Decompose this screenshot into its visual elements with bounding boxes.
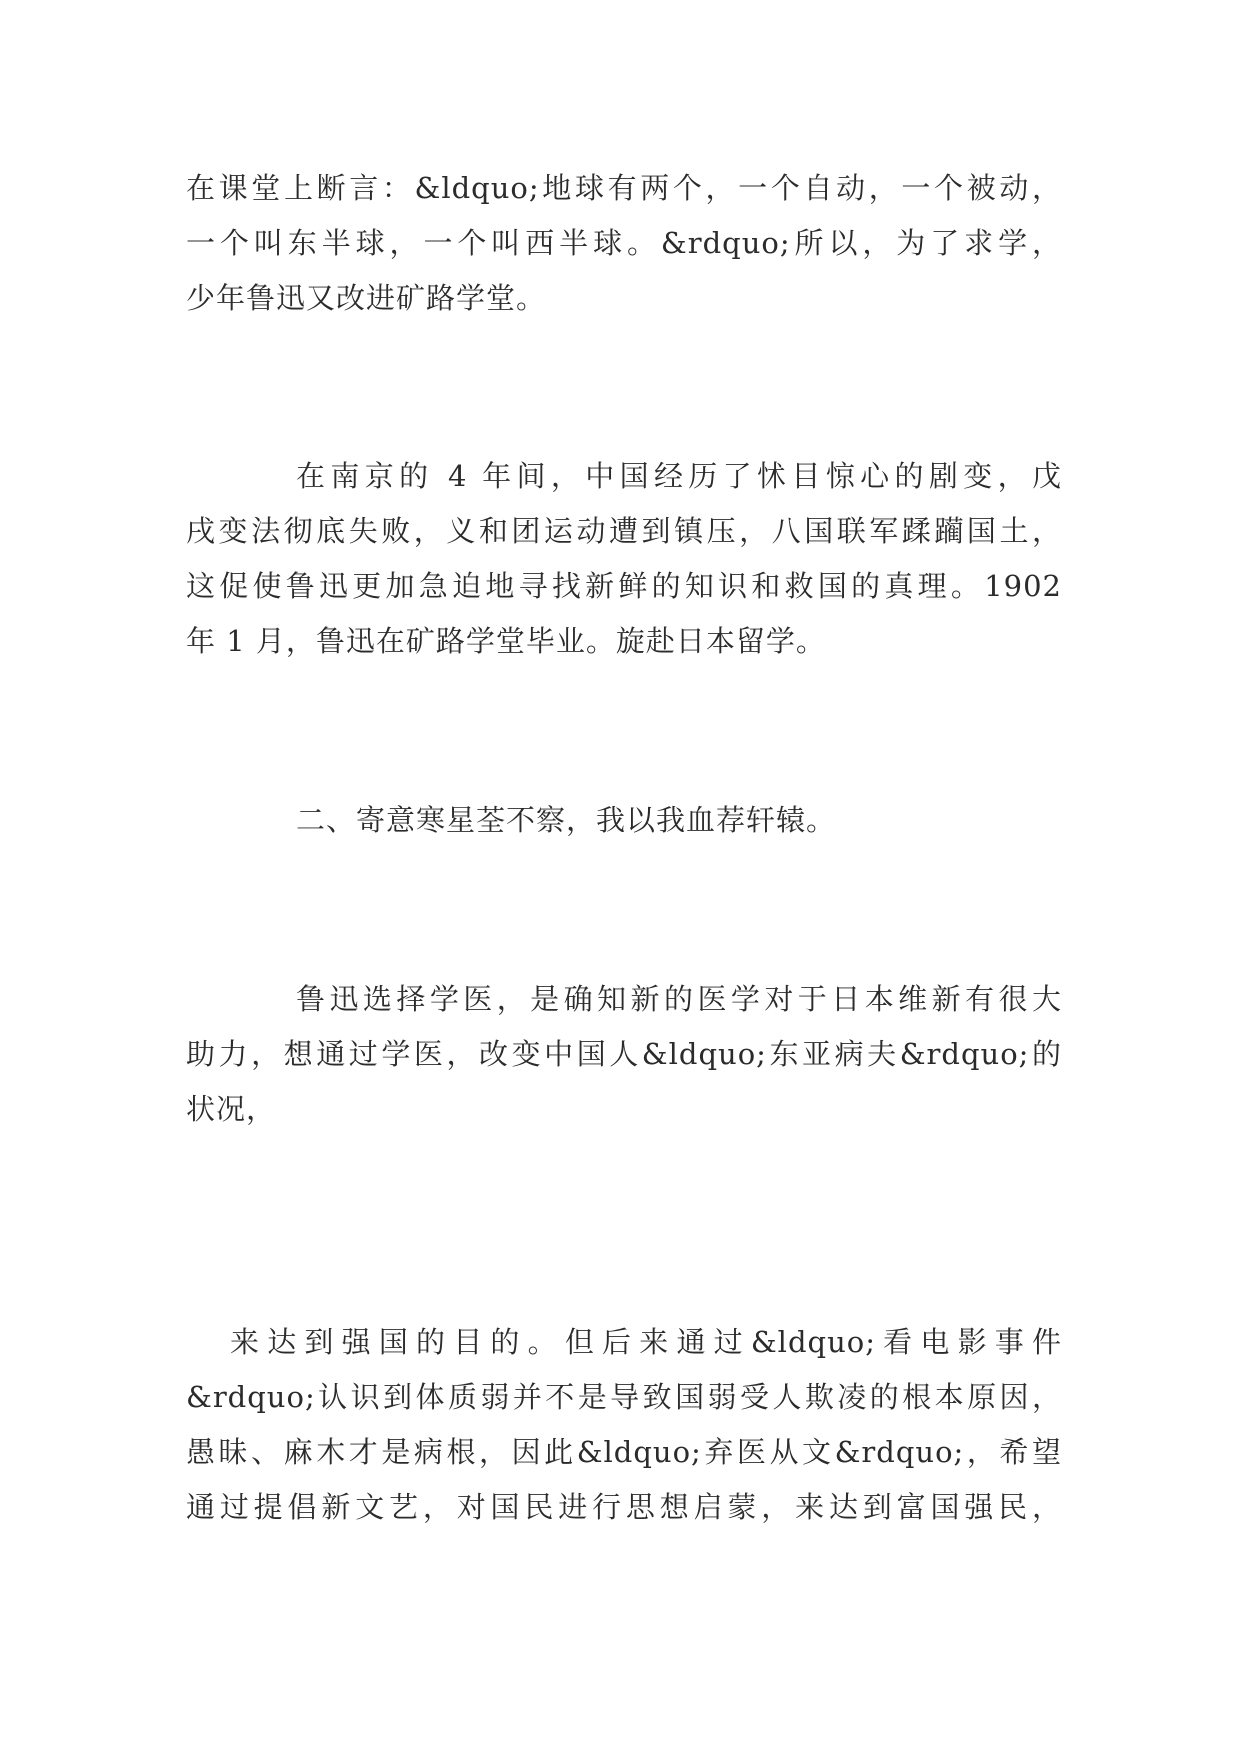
paragraph-3-line-3: 状况， xyxy=(186,1092,277,1126)
paragraph-4-line-4: 通过提倡新文艺，对国民进行思想启蒙，来达到富国强民， xyxy=(186,1490,1062,1524)
paragraph-1-line-2: 一个叫东半球，一个叫西半球。&rdquo;所以，为了求学， xyxy=(186,226,1062,260)
paragraph-1-line-3: 少年鲁迅又改进矿路学堂。 xyxy=(186,281,547,315)
paragraph-4-line-3: 愚昧、麻木才是病根，因此&ldquo;弃医从文&rdquo;，希望 xyxy=(186,1435,1062,1469)
paragraph-3-line-2: 助力，想通过学医，改变中国人&ldquo;东亚病夫&rdquo;的 xyxy=(186,1037,1062,1071)
paragraph-4-line-1: 来达到强国的目的。但后来通过&ldquo;看电影事件 xyxy=(230,1325,1062,1359)
paragraph-2-line-1: 在南京的 4 年间，中国经历了怵目惊心的剧变，戊 xyxy=(296,459,1062,493)
paragraph-4-line-2: &rdquo;认识到体质弱并不是导致国弱受人欺凌的根本原因， xyxy=(186,1380,1062,1414)
paragraph-1-line-1: 在课堂上断言：&ldquo;地球有两个，一个自动，一个被动， xyxy=(186,171,1062,205)
paragraph-2-line-4: 年 1 月，鲁迅在矿路学堂毕业。旋赴日本留学。 xyxy=(186,624,826,658)
paragraph-2-line-3: 这促使鲁迅更加急迫地寻找新鲜的知识和救国的真理。1902 xyxy=(186,569,1062,603)
paragraph-3-line-1: 鲁迅选择学医，是确知新的医学对于日本维新有很大 xyxy=(296,982,1062,1016)
paragraph-2-line-2: 戌变法彻底失败，义和团运动遭到镇压，八国联军蹂躏国土， xyxy=(186,514,1062,548)
section-heading: 二、寄意寒星荃不察，我以我血荐轩辕。 xyxy=(296,803,837,837)
